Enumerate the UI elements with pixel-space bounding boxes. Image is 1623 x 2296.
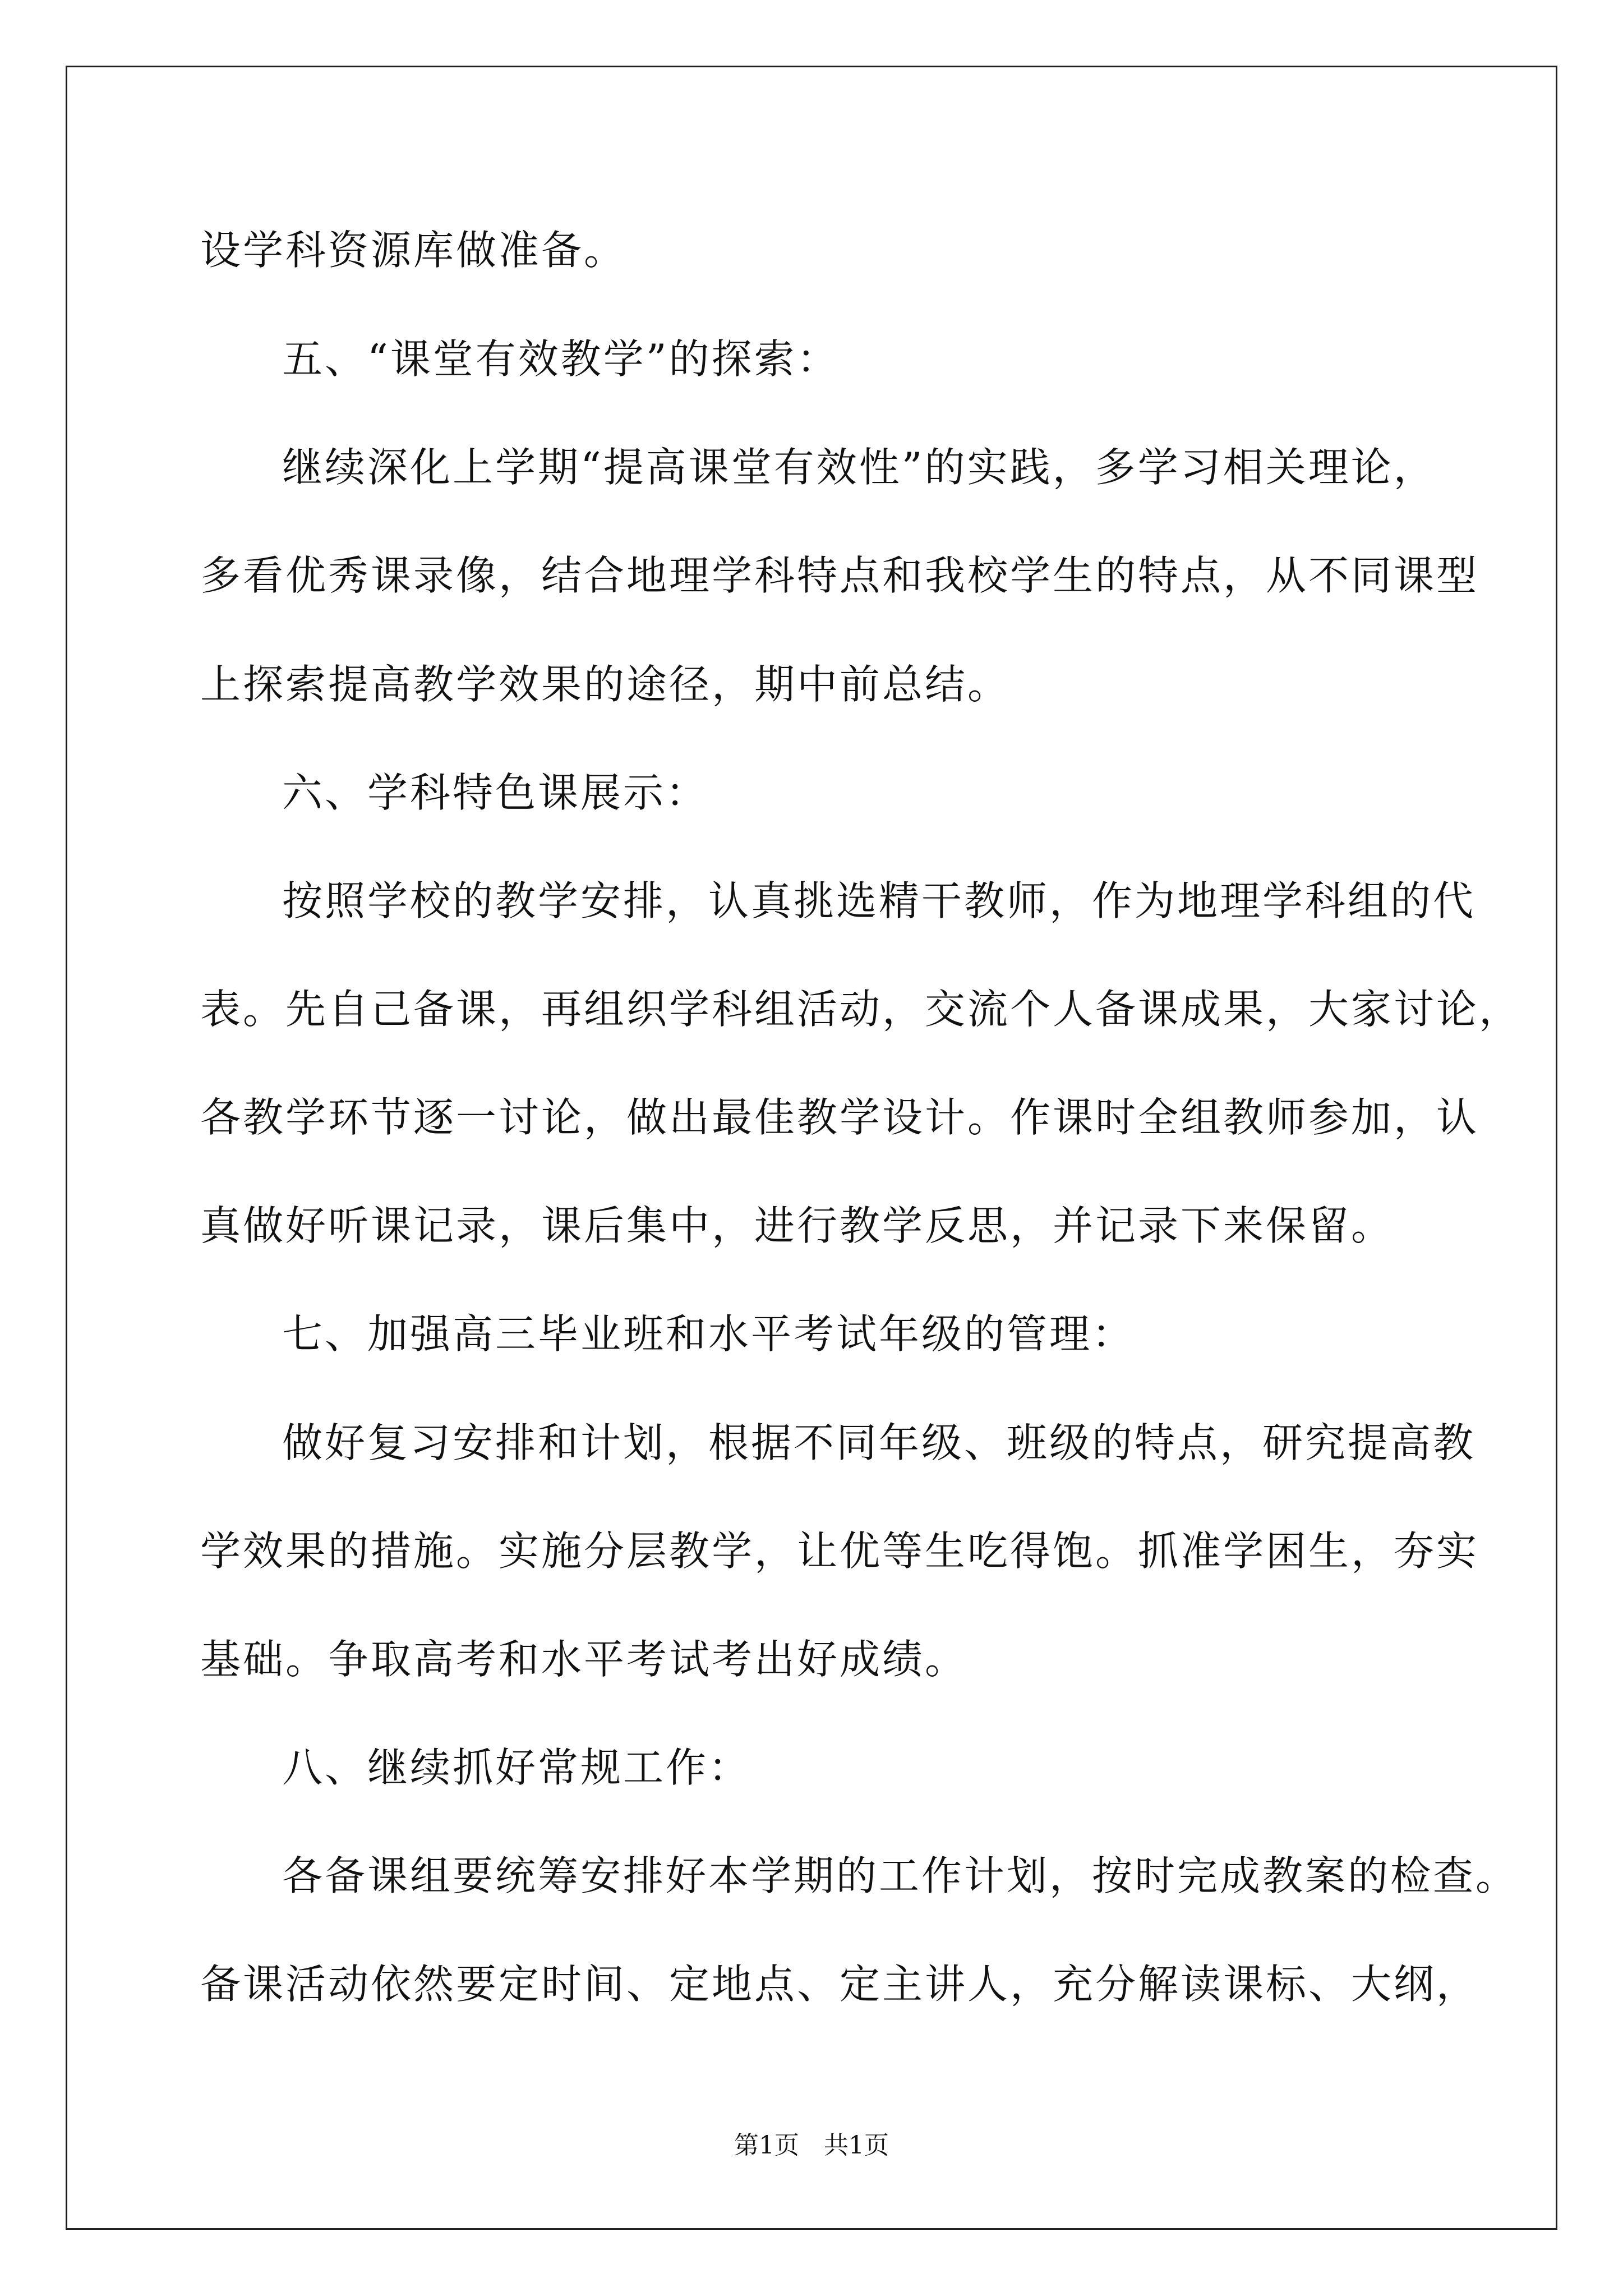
- text-line: 继续深化上学期“提高课堂有效性”的实践，多学习相关理论，: [282, 444, 1436, 491]
- text-line: 多看优秀课录像，结合地理学科特点和我校学生的特点，从不同课型: [200, 552, 1479, 599]
- text-line: 各备课组要统筹安排好本学期的工作计划，按时完成教案的检查。: [282, 1852, 1519, 1899]
- text-line: 基础。争取高考和水平考试考出好成绩。: [200, 1636, 968, 1683]
- page-border: [66, 66, 1557, 2230]
- text-line: 做好复习安排和计划，根据不同年级、班级的特点，研究提高教: [282, 1419, 1476, 1466]
- text-line: 按照学校的教学安排，认真挑选精干教师，作为地理学科组的代: [282, 877, 1476, 924]
- text-line: 真做好听课记录，课后集中，进行教学反思，并记录下来保留。: [200, 1202, 1394, 1249]
- text-line: 表。先自己备课，再组织学科组活动，交流个人备课成果，大家讨论，: [200, 986, 1522, 1033]
- text-line: 设学科资源库做准备。: [200, 227, 627, 274]
- text-line: 各教学环节逐一讨论，做出最佳教学设计。作课时全组教师参加，认: [200, 1094, 1479, 1141]
- section-heading: 六、学科特色课展示：: [282, 769, 709, 816]
- text-line: 备课活动依然要定时间、定地点、定主讲人，充分解读课标、大纲，: [200, 1961, 1479, 2008]
- section-heading: 五、“课堂有效教学”的探索：: [282, 335, 840, 383]
- page-number-footer: 第1页 共1页: [734, 2131, 889, 2160]
- text-line: 上探索提高教学效果的途径，期中前总结。: [200, 661, 1011, 708]
- section-heading: 七、加强高三毕业班和水平考试年级的管理：: [282, 1310, 1135, 1358]
- section-heading: 八、继续抓好常规工作：: [282, 1744, 751, 1791]
- text-line: 学效果的措施。实施分层教学，让优等生吃得饱。抓准学困生，夯实: [200, 1527, 1479, 1575]
